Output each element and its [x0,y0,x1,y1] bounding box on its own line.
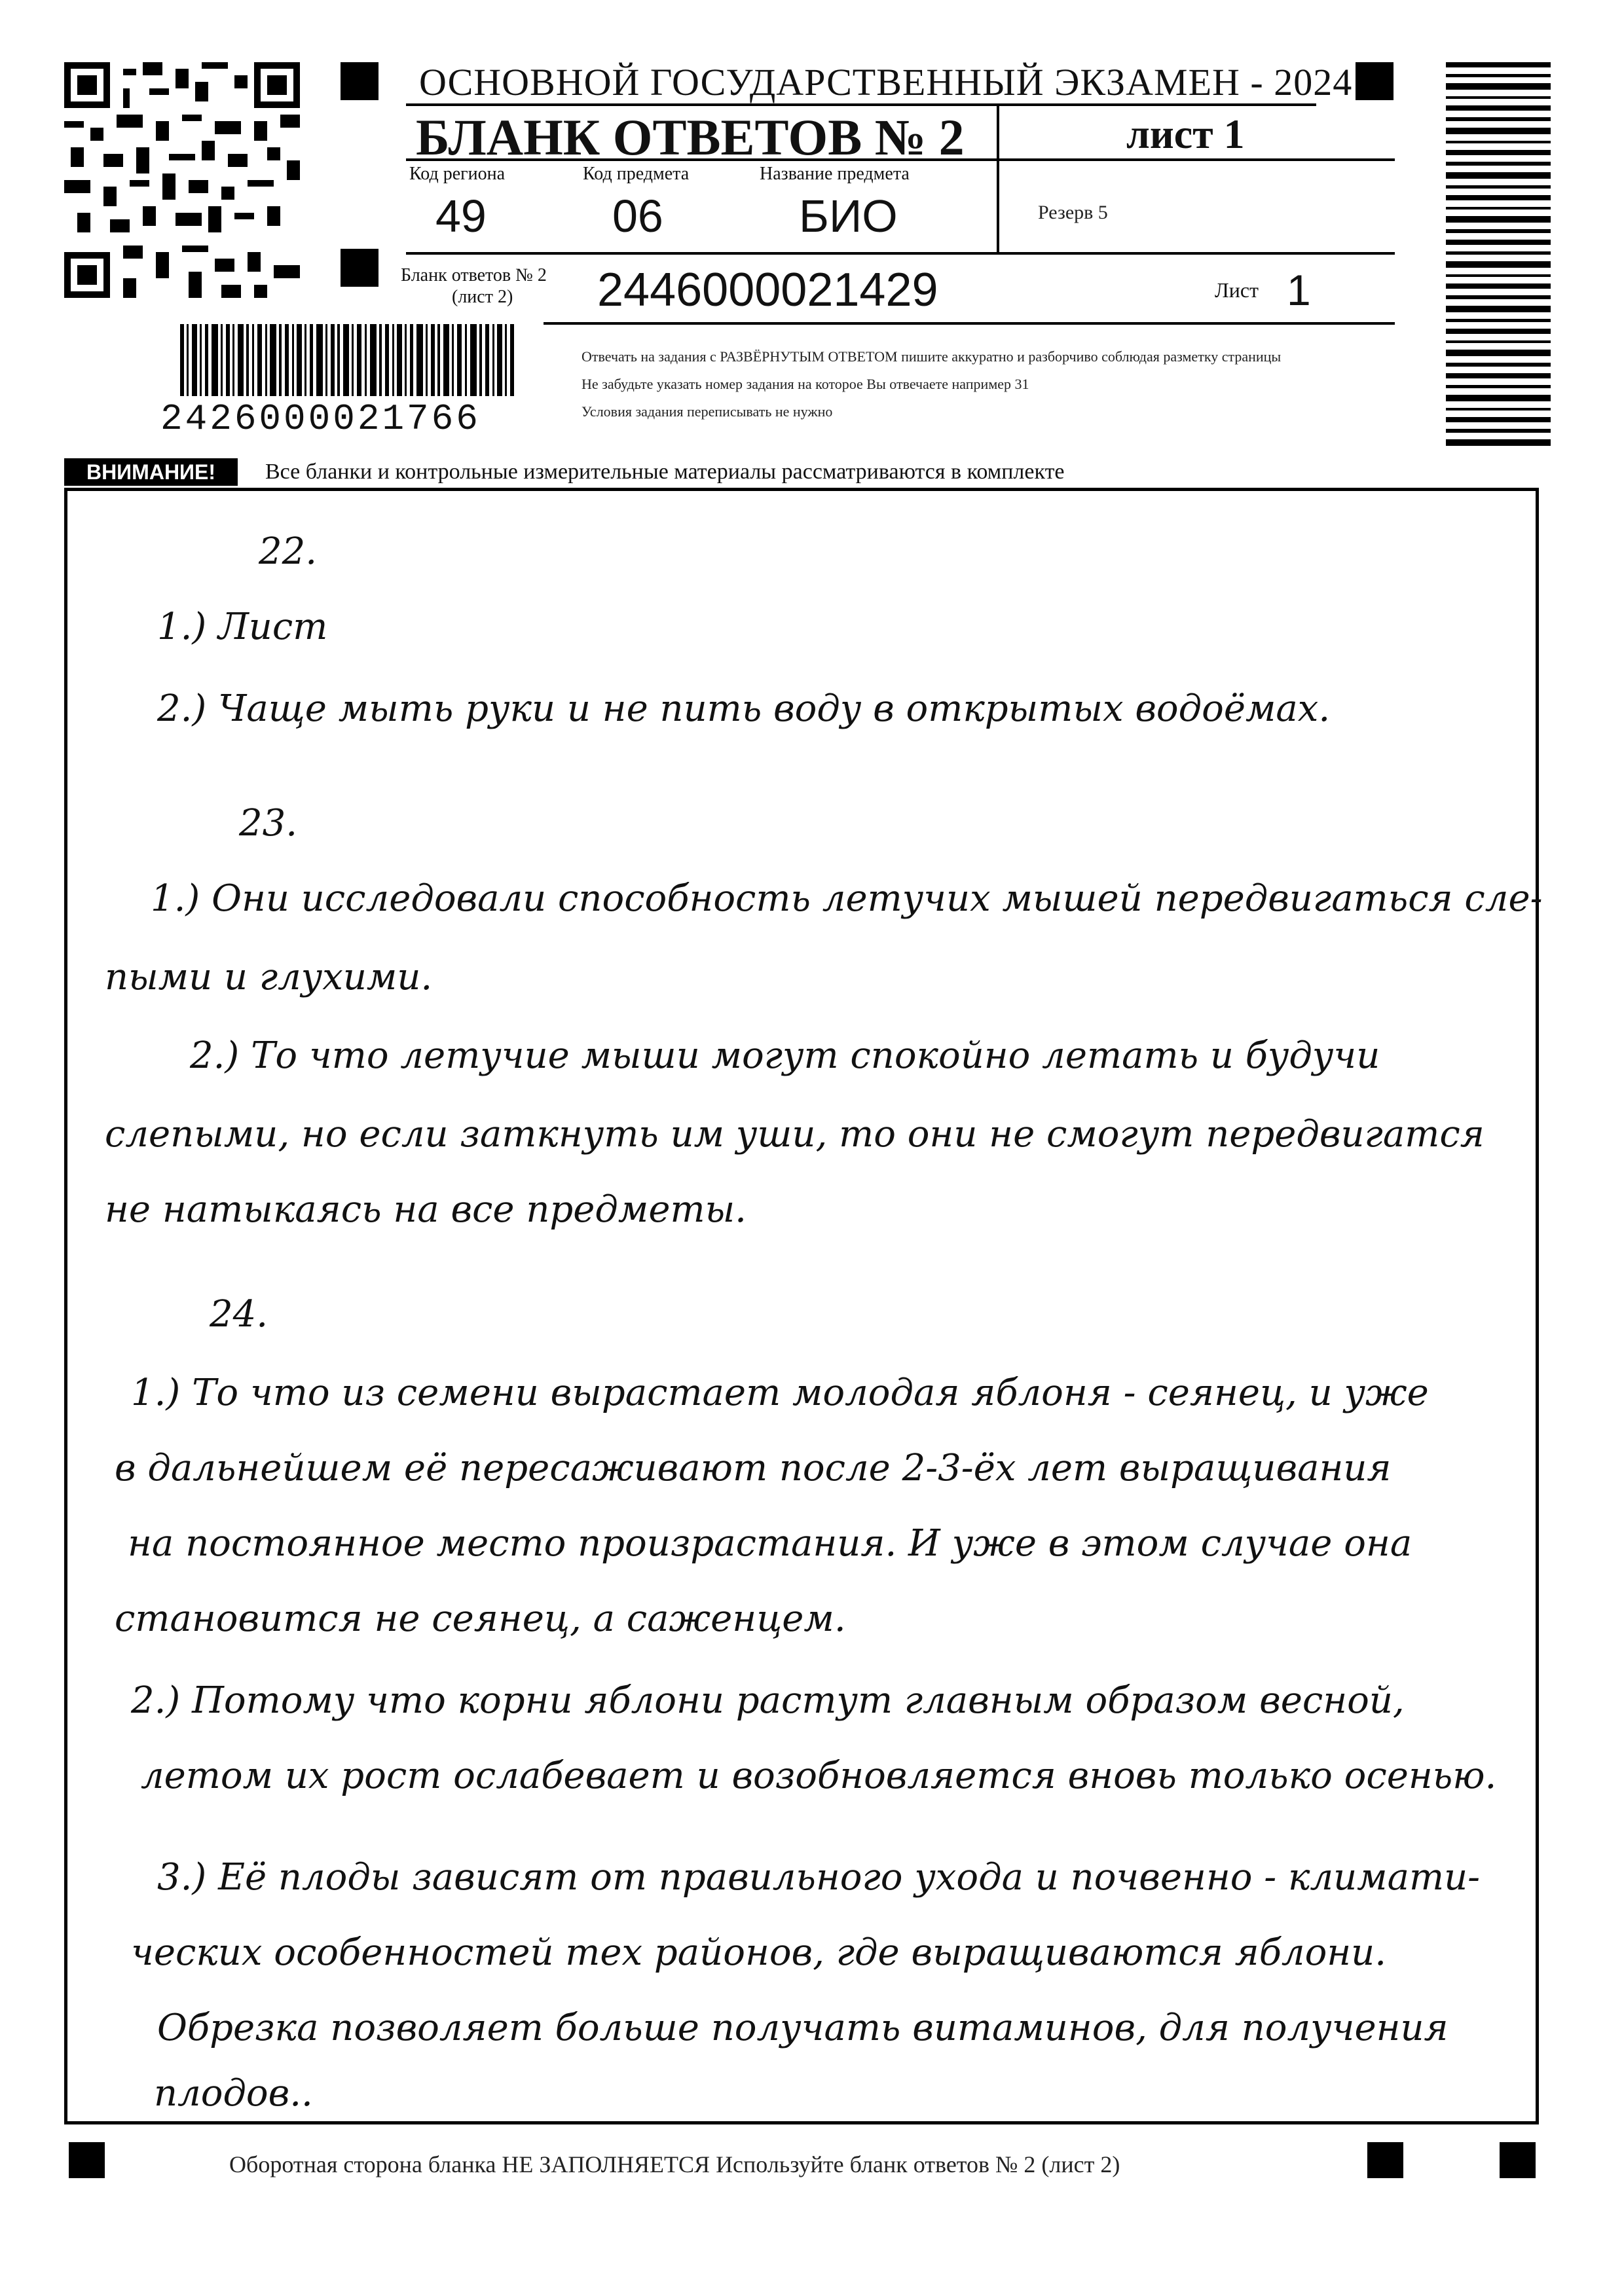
q24-answer-2b: летом их рост ослабевает и возобновляется вновь только осенью. [141,1755,1497,1797]
warning-badge: ВНИМАНИЕ! [64,458,238,486]
marker-square-mid-left [341,249,378,287]
q24-answer-1d: становится не сеянец, а саженцем. [115,1597,846,1640]
sheet-value: 1 [1287,266,1311,314]
subject-name-label: Название предмета [760,164,910,184]
q24-answer-3d: плодов.. [154,2072,313,2115]
marker-square-top-right [1356,62,1393,100]
instruction-line-1: Отвечать на задания с РАЗВЁРНУТЫМ ОТВЕТОМ пишите аккуратно и разборчиво соблюдая разметку страницы [581,348,1282,365]
subject-code-label: Код предмета [583,164,690,184]
region-value: 49 [435,191,487,242]
subject-code-value: 06 [612,191,663,242]
header-divider [997,103,999,253]
header-rule-3 [406,252,1395,255]
q23-answer-2c: не натыкаясь на все предметы. [105,1188,747,1231]
barcode-number: 2426000021766 [160,398,481,440]
q23-answer-2a: 2.) То что летучие мыши могут спокойно летать и будучи [190,1034,1380,1077]
q24-number: 24. [210,1293,268,1336]
reserve-label: Резерв 5 [1038,202,1108,223]
q22-answer-2: 2.) Чаще мыть руки и не пить воду в открытых водоёмах. [157,687,1331,730]
instruction-line-3: Условия задания переписывать не нужно [581,403,833,420]
q22-number: 22. [259,530,318,573]
q24-answer-3b: ческих особенностей тех районов, где выращиваются яблони. [131,1931,1387,1974]
q23-answer-2b: слепыми, но если заткнуть им уши, то они не смогут передвигатся [105,1113,1485,1156]
exam-title: ОСНОВНОЙ ГОСУДАРСТВЕННЫЙ ЭКЗАМЕН - 2024 [419,61,1353,103]
q24-answer-1b: в дальнейшем её пересаживают после 2-3-ёх лет выращивания [115,1447,1392,1489]
marker-square-bottom-left [69,2142,105,2178]
q24-answer-3a: 3.) Её плоды зависят от правильного ухода и почвенно - климати- [157,1856,1481,1899]
sheet-title: лист 1 [1126,111,1245,157]
qr-code [64,62,300,298]
q22-answer-1: 1.) Лист [157,606,328,648]
footer-note: Оборотная сторона бланка НЕ ЗАПОЛНЯЕТСЯ Используйте бланк ответов № 2 (лист 2) [229,2151,1120,2178]
header-rule-4 [544,322,1395,325]
q23-answer-1a: 1.) Они исследовали способность летучих мышей передвигаться сле- [151,877,1543,920]
region-label: Код региона [409,164,506,184]
q24-answer-1c: на постоянное место произрастания. И уже в этом случае она [128,1522,1412,1565]
marker-square-top-left [341,62,378,100]
q23-number: 23. [239,802,298,845]
side-barcode [1446,62,1551,455]
warning-text: Все бланки и контрольные измерительные материалы рассматриваются в комплекте [265,460,1065,484]
form-number: 2446000021429 [597,264,938,316]
form-ref-sub: (лист 2) [452,287,513,307]
form-ref-label: Бланк ответов № 2 [401,265,547,285]
q24-answer-1a: 1.) То что из семени вырастает молодая яблоня - сеянец, и уже [131,1372,1429,1414]
q23-answer-1b: пыми и глухими. [105,956,433,998]
barcode [180,324,517,396]
instruction-line-2: Не забудьте указать номер задания на которое Вы отвечаете например 31 [581,376,1029,392]
subject-name-value: БИО [799,191,898,242]
q24-answer-3c: Обрезка позволяет больше получать витаминов, для получения [157,2007,1449,2049]
marker-square-bottom-mid [1367,2142,1403,2178]
sheet-label: Лист [1215,278,1259,302]
q24-answer-2a: 2.) Потому что корни яблони растут главным образом весной, [131,1679,1405,1722]
form-title: БЛАНК ОТВЕТОВ № 2 [416,109,965,166]
marker-square-bottom-right [1500,2142,1536,2178]
